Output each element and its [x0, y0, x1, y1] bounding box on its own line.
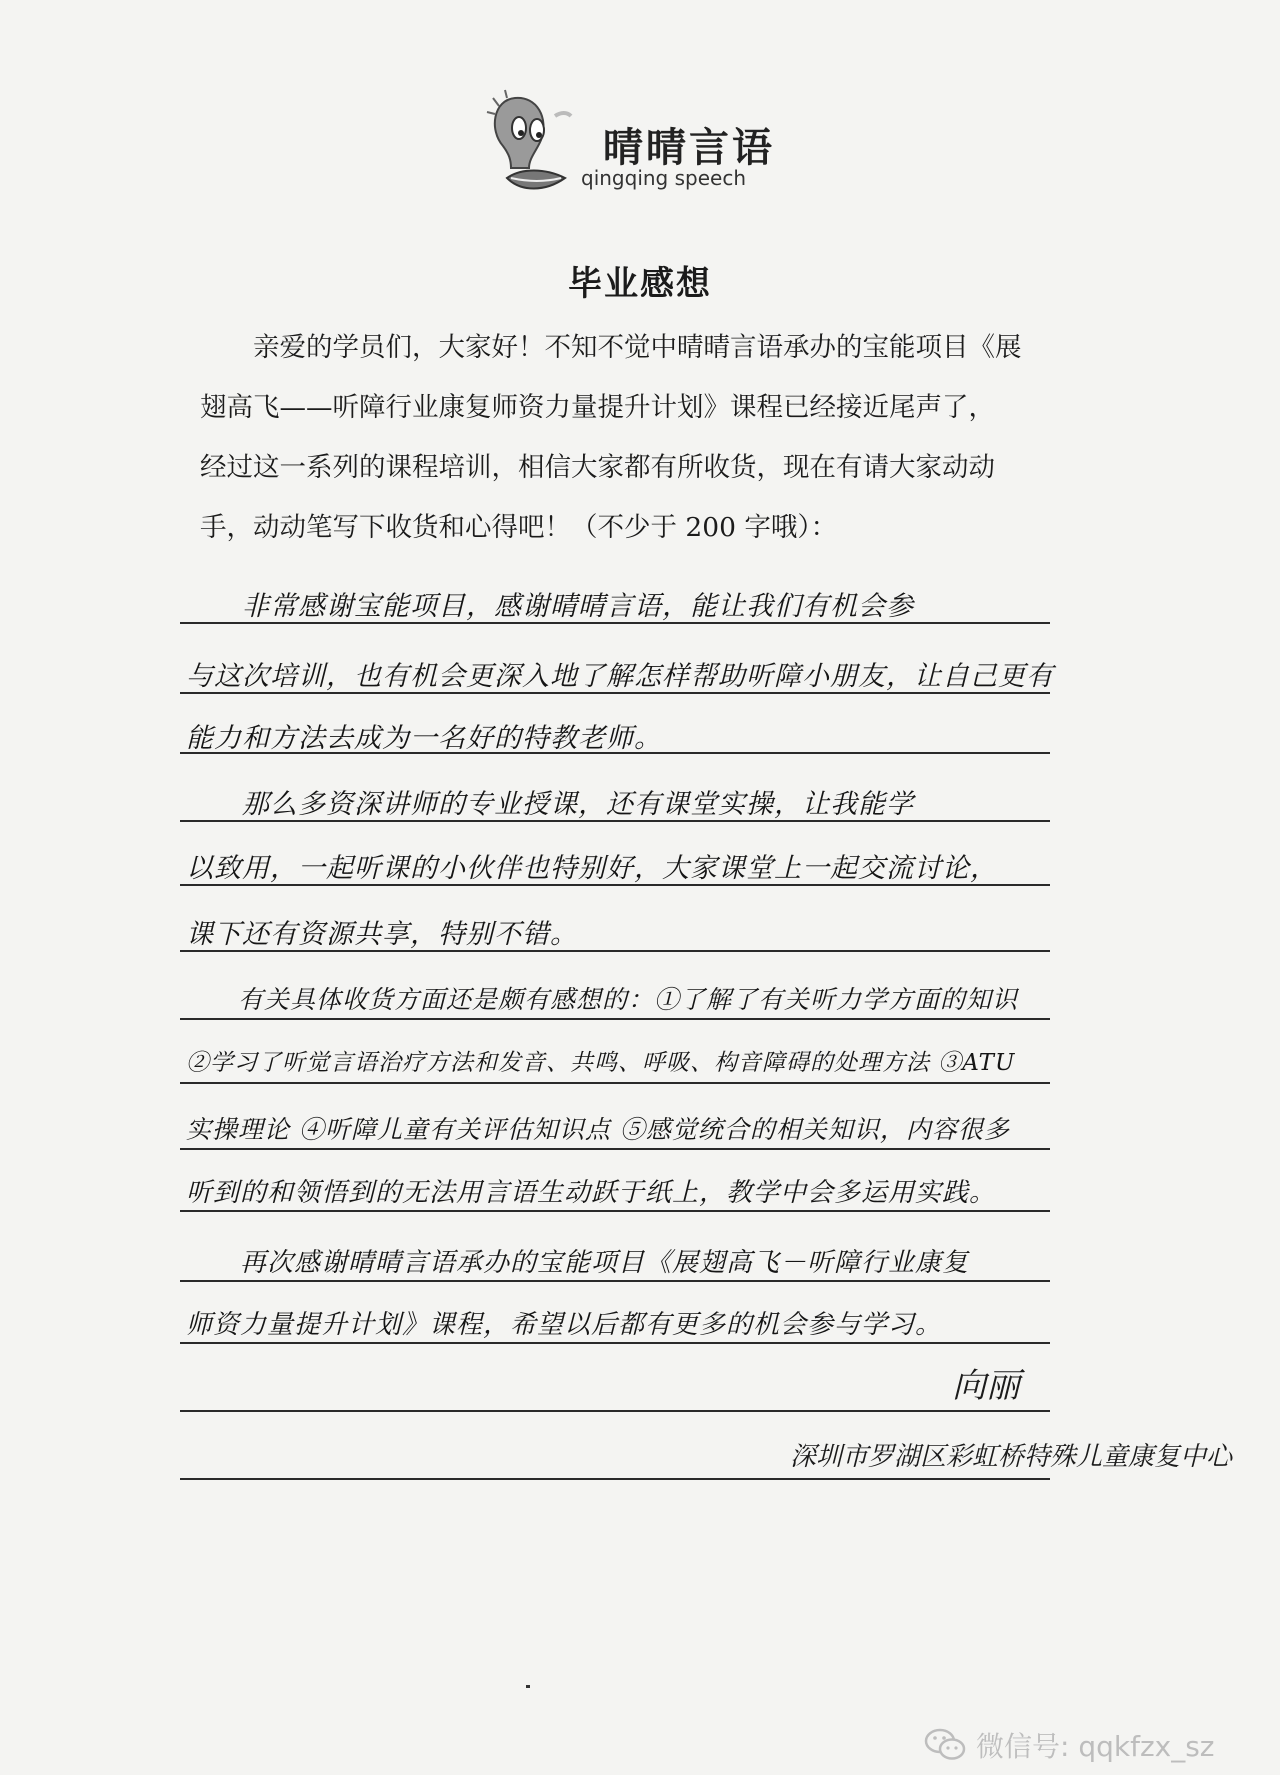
handwritten-line: 有关具体收货方面还是颇有感想的：①了解了有关听力学方面的知识: [186, 985, 1019, 1014]
ruled-line: [180, 1210, 1050, 1212]
intro-paragraph: [200, 318, 1048, 558]
brand-name-cn: 晴晴言语: [603, 125, 775, 171]
handwritten-line: 听到的和领悟到的无法用言语生动跃于纸上，教学中会多运用实践。: [186, 1178, 997, 1208]
handwritten-line: 实操理论 ④听障儿童有关评估知识点 ⑤感觉统合的相关知识，内容很多: [186, 1115, 1010, 1144]
intro-line: 翅高飞——听障行业康复师资力量提升计划》课程已经接近尾声了，: [200, 392, 995, 423]
handwritten-line: 以致用，一起听课的小伙伴也特别好，大家课堂上一起交流讨论，: [186, 853, 998, 884]
page-title: 毕业感想: [568, 264, 712, 304]
intro-line: 手，动动笔写下收货和心得吧！（不少于 200 字哦）：: [200, 512, 838, 543]
lightbulb-lips-icon: [485, 88, 595, 198]
intro-line: 亲爱的学员们，大家好！不知不觉中晴晴言语承办的宝能项目《展: [200, 332, 1022, 363]
watermark-label: 微信号: qqkfzx_sz: [976, 1730, 1215, 1763]
handwritten-line: 那么多资深讲师的专业授课，还有课堂实操，让我能学: [186, 789, 914, 820]
handwritten-line: ②学习了听觉言语治疗方法和发音、共鸣、呼吸、构音障碍的处理方法 ③ATU: [186, 1050, 1016, 1076]
ruled-line: [180, 1082, 1050, 1084]
wechat-watermark: [924, 1725, 1215, 1765]
ruled-line: [180, 1148, 1050, 1150]
intro-line: 经过这一系列的课程培训，相信大家都有所收货，现在有请大家动动: [200, 452, 995, 483]
ruled-line: [180, 1018, 1050, 1020]
handwritten-line: 课下还有资源共享，特别不错。: [186, 919, 578, 950]
ruled-line: [180, 1478, 1050, 1480]
handwritten-line: 师资力量提升计划》课程，希望以后都有更多的机会参与学习。: [186, 1310, 943, 1340]
handwritten-line: 再次感谢晴晴言语承办的宝能项目《展翅高飞－听障行业康复: [186, 1248, 970, 1278]
wechat-icon: [924, 1727, 966, 1763]
ruled-line: [180, 1410, 1050, 1412]
signature-name: 向丽: [952, 1366, 1020, 1406]
brand-name-en: qingqing speech: [581, 166, 746, 190]
handwritten-line: 非常感谢宝能项目，感谢晴晴言语，能让我们有机会参: [186, 591, 914, 622]
scan-speck: [526, 1685, 530, 1688]
ruled-line: [180, 1342, 1050, 1344]
handwritten-line: 能力和方法去成为一名好的特教老师。: [186, 723, 662, 754]
handwritten-line: 与这次培训，也有机会更深入地了解怎样帮助听障小朋友，让自己更有: [186, 661, 1054, 692]
signature-organization: 深圳市罗湖区彩虹桥特殊儿童康复中心: [790, 1442, 1233, 1472]
ruled-line: [180, 1280, 1050, 1282]
brand-logo: [485, 88, 785, 198]
